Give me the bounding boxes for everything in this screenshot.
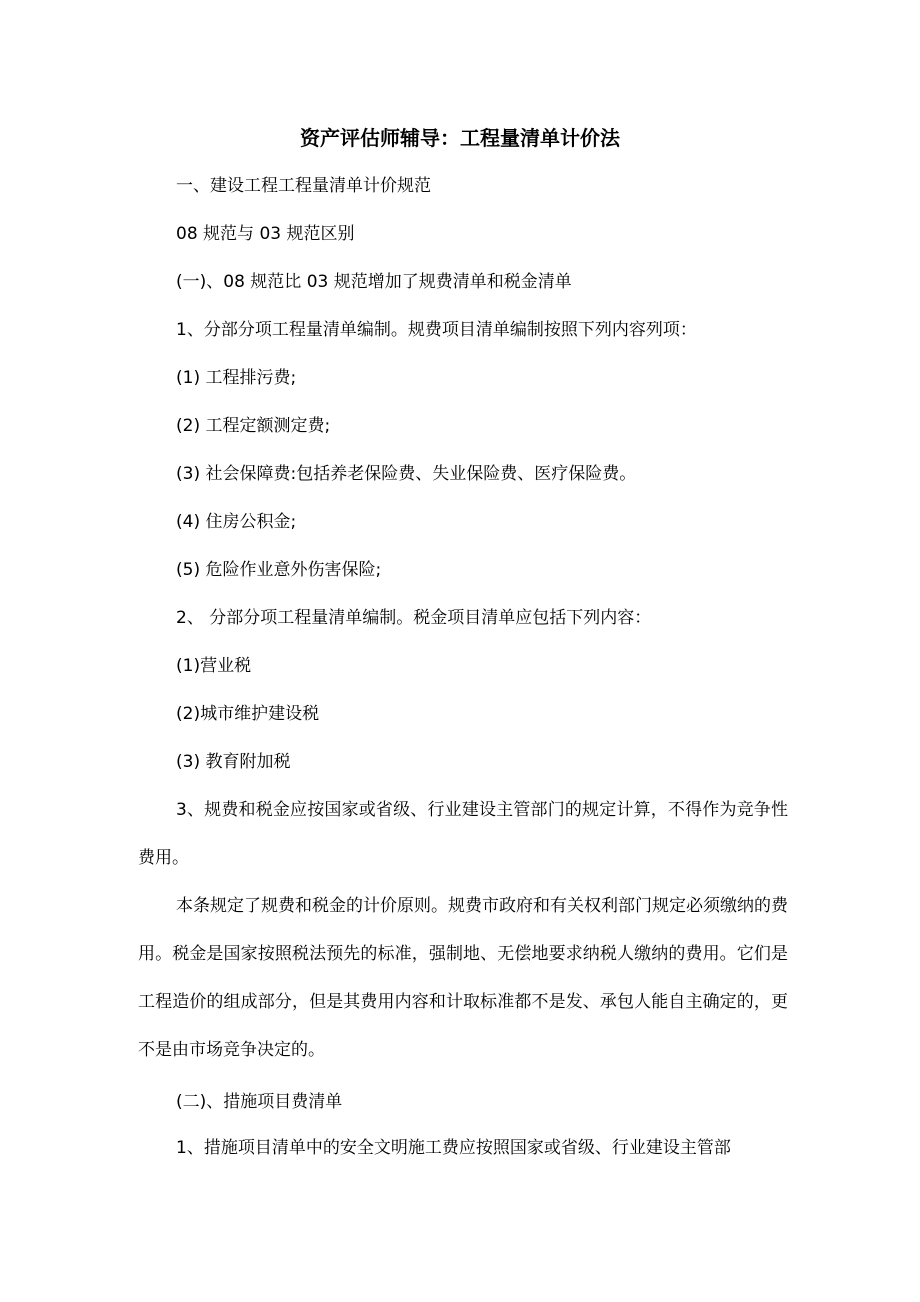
list-item: (3) 教育附加税	[176, 752, 291, 772]
list-item: (5) 危险作业意外伤害保险;	[176, 560, 382, 580]
paragraph-last: 1、措施项目清单中的安全文明施工费应按照国家或省级、行业建设主管部	[176, 1138, 731, 1158]
list-item: (3) 社会保障费:包括养老保险费、失业保险费、医疗保险费。	[176, 464, 637, 484]
list-item: (4) 住房公积金;	[176, 512, 297, 532]
list-item: (1) 工程排污费;	[176, 368, 297, 388]
paragraph-item-3: 3、规费和税金应按国家或省级、行业建设主管部门的规定计算，不得作为竞争性费用。	[138, 800, 788, 868]
item-1-intro: 1、分部分项工程量清单编制。规费项目清单编制按照下列内容列项：	[176, 320, 697, 340]
page-title: 资产评估师辅导：工程量清单计价法	[300, 126, 620, 150]
list-item: (2)城市维护建设税	[176, 704, 320, 724]
subheading-diff: 08 规范与 03 规范区别	[176, 224, 355, 244]
item-2-intro: 2、 分部分项工程量清单编制。税金项目清单应包括下列内容：	[176, 608, 652, 628]
list-item: (2) 工程定额测定费;	[176, 416, 331, 436]
list-item: (1)营业税	[176, 656, 252, 676]
paragraph-explanation: 本条规定了规费和税金的计价原则。规费市政府和有关权利部门规定必须缴纳的费用。税金是国家按照税法预先的标准，强制地、无偿地要求纳税人缴纳的费用。它们是工程造价的组成部分，但是其费用内容和计取标准都不是发、承包人能自主确定的，更不是由市场竞争决定的。	[138, 896, 788, 1060]
subheading-2: (二)、措施项目费清单	[176, 1092, 343, 1112]
subheading-1: (一)、08 规范比 03 规范增加了规费清单和税金清单	[176, 272, 572, 292]
section-heading-1: 一、建设工程工程量清单计价规范	[176, 176, 431, 196]
